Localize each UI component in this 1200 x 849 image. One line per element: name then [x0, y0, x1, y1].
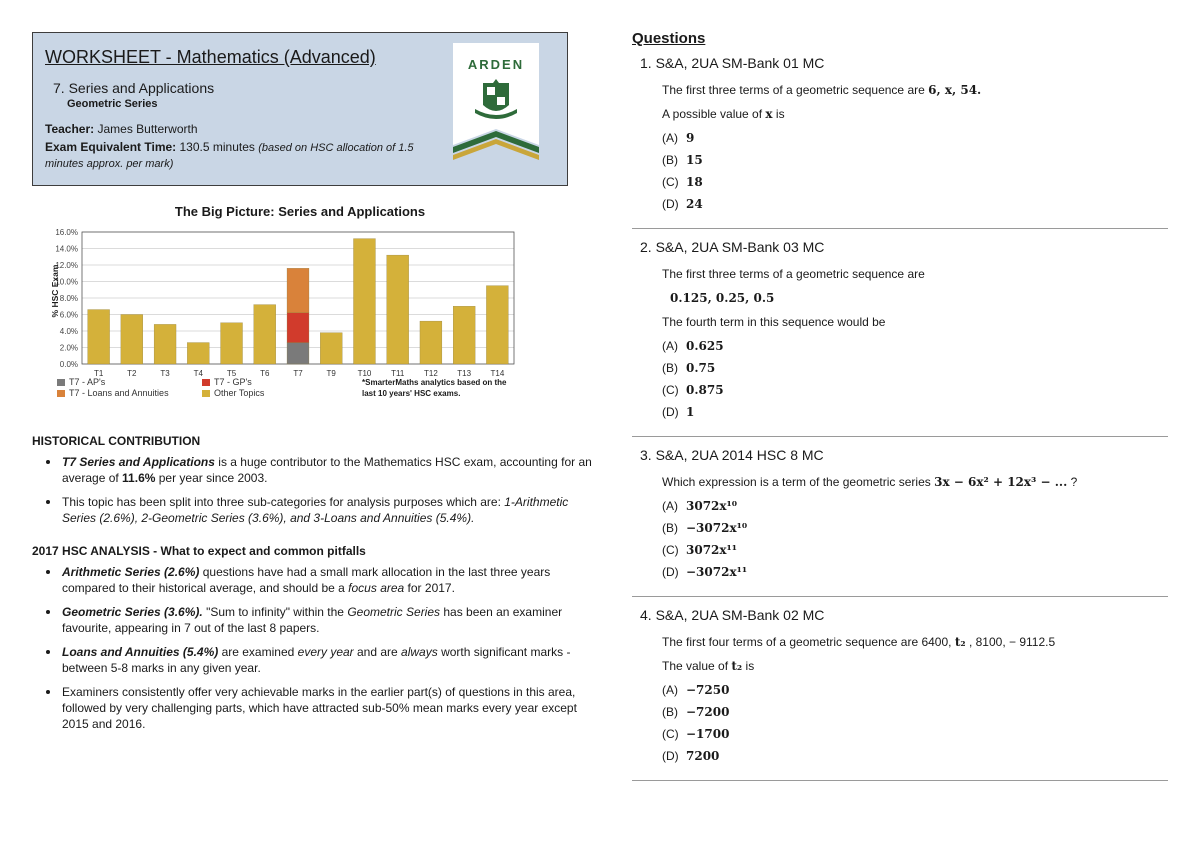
- option-value: 0.875: [686, 383, 724, 397]
- x-tick-label: T9: [326, 369, 336, 378]
- italic-text: always: [401, 645, 438, 659]
- option-value: −3072x¹¹: [686, 565, 748, 579]
- question-text: [662, 107, 1168, 122]
- text: has been an examiner favourite, appearing in 7 out of the last 8 papers.: [62, 605, 563, 635]
- answer-option: [662, 705, 1168, 719]
- question-text: [662, 635, 1168, 650]
- option-label: (D): [662, 405, 679, 419]
- option-label: (C): [662, 727, 679, 741]
- question-4: [632, 607, 1168, 781]
- emphasis-text: Loans and Annuities (5.4%): [62, 645, 219, 659]
- legend-label: T7 - AP's: [69, 377, 106, 387]
- x-tick-label: T10: [357, 369, 372, 378]
- legend-swatch: [57, 379, 65, 386]
- legend-item: [202, 388, 264, 398]
- text: for 2017.: [404, 581, 455, 595]
- italic-text: focus area: [348, 581, 405, 595]
- x-tick-label: T12: [424, 369, 438, 378]
- emphasis-text: Arithmetic Series (2.6%): [62, 565, 200, 579]
- answer-option: [662, 683, 1168, 697]
- option-value: 18: [686, 175, 703, 189]
- bar-T1: [88, 310, 110, 364]
- option-value: 7200: [686, 749, 720, 763]
- answer-option: [662, 499, 1168, 513]
- text: worth significant marks - between 5-8 marks in any given year.: [62, 645, 571, 675]
- answer-option: [662, 197, 1168, 211]
- x-tick-label: T6: [260, 369, 270, 378]
- option-label: (D): [662, 749, 679, 763]
- text: A possible value of: [662, 107, 766, 121]
- exam-time-label: Exam Equivalent Time:: [45, 140, 177, 154]
- bar-T14: [486, 286, 508, 364]
- x-tick-label: T5: [226, 369, 237, 378]
- exam-time-line: [45, 140, 445, 172]
- text: "Sum to infinity" within the: [202, 605, 348, 619]
- text: The first three terms of a geometric sequence are: [662, 83, 929, 97]
- x-tick-label: T7: [293, 369, 303, 378]
- emphasis-text: T7 Series and Applications: [62, 455, 215, 469]
- bar-T7: [287, 268, 309, 313]
- legend-item: [57, 377, 105, 387]
- bar-T7: [287, 313, 309, 343]
- text: is: [742, 659, 755, 673]
- math-expression: x: [765, 107, 773, 121]
- answer-option: [662, 361, 1168, 375]
- x-tick-label: T1: [93, 369, 104, 378]
- bar-T7: [287, 343, 309, 364]
- big-picture-chart: [32, 202, 568, 416]
- answer-option: [662, 405, 1168, 419]
- list-item: [54, 494, 592, 526]
- list-item: [54, 454, 592, 486]
- option-label: (A): [662, 499, 678, 513]
- left-column: [32, 32, 592, 740]
- list-item: [54, 564, 592, 596]
- answer-option: [662, 565, 1168, 579]
- teacher-label: Teacher:: [45, 122, 95, 136]
- unit-title: 7. Series and Applications: [53, 80, 215, 96]
- option-label: (B): [662, 705, 678, 719]
- option-label: (A): [662, 131, 678, 145]
- x-tick-label: T13: [457, 369, 472, 378]
- text: per year since 2003.: [155, 471, 268, 485]
- text: ?: [1067, 475, 1078, 489]
- answer-option: [662, 175, 1168, 189]
- legend-swatch: [57, 390, 65, 397]
- math-expression: 6, x, 54.: [928, 83, 982, 97]
- bar-T11: [387, 255, 409, 364]
- text: and are: [353, 645, 402, 659]
- math-expression: t₂: [954, 635, 966, 649]
- x-tick-label: T14: [490, 369, 505, 378]
- question-title: 4. S&A, 2UA SM-Bank 02 MC: [640, 607, 825, 623]
- text: are examined: [218, 645, 298, 659]
- y-tick-label: 8.0%: [59, 294, 78, 303]
- list-item: [54, 684, 592, 732]
- y-tick-label: 14.0%: [55, 244, 78, 254]
- question-text: The first three terms of a geometric sequence are: [662, 267, 925, 281]
- text: questions have had a small mark allocation in the last three years compared to their historical average, and should be a: [62, 565, 551, 595]
- option-label: (C): [662, 383, 679, 397]
- exam-time-value: 130.5 minutes: [176, 140, 259, 154]
- text: Which expression is a term of the geometric series: [662, 475, 935, 489]
- bar-T9: [320, 333, 342, 364]
- chart-title: The Big Picture: Series and Applications: [174, 204, 426, 219]
- y-tick-label: 4.0%: [59, 327, 78, 336]
- question-2: [632, 239, 1168, 437]
- legend-item: [202, 377, 252, 387]
- answer-option: [662, 153, 1168, 167]
- list-item: [54, 604, 592, 636]
- legend-swatch: [202, 379, 210, 386]
- emphasis-text: Geometric Series (3.6%).: [62, 605, 203, 619]
- option-label: (A): [662, 339, 678, 353]
- answer-option: [662, 521, 1168, 535]
- text: The first four terms of a geometric sequence are 6400,: [662, 635, 955, 649]
- question-text: [670, 291, 1168, 306]
- questions-column: [632, 30, 1168, 791]
- x-tick-label: T3: [160, 369, 170, 378]
- y-tick-label: 10.0%: [55, 277, 78, 287]
- text: is: [772, 107, 785, 121]
- questions-heading: Questions: [632, 30, 706, 47]
- text: This topic has been split into three sub-categories for analysis purposes which are:: [62, 495, 505, 509]
- question-1: [632, 55, 1168, 229]
- y-tick-label: 2.0%: [59, 343, 78, 353]
- arden-logo: [453, 43, 539, 161]
- question-3: [632, 447, 1168, 597]
- bar-T6: [254, 305, 276, 364]
- option-label: (D): [662, 197, 679, 211]
- question-title: 2. S&A, 2UA SM-Bank 03 MC: [640, 239, 825, 255]
- question-text: [662, 83, 1168, 98]
- option-label: (C): [662, 543, 679, 557]
- legend-label: T7 - GP's: [214, 377, 252, 387]
- option-label: (B): [662, 521, 678, 535]
- y-tick-label: 6.0%: [59, 310, 78, 320]
- answer-option: [662, 727, 1168, 741]
- answer-option: [662, 131, 1168, 145]
- x-tick-label: T2: [127, 369, 137, 378]
- option-value: 0.625: [686, 339, 724, 353]
- answer-option: [662, 543, 1168, 557]
- unit-subtitle: Geometric Series: [67, 98, 158, 110]
- option-value: 24: [686, 197, 703, 211]
- bar-T10: [353, 239, 375, 364]
- option-value: −1700: [686, 727, 730, 741]
- question-title: 1. S&A, 2UA SM-Bank 01 MC: [640, 55, 825, 71]
- option-value: 3072x¹¹: [686, 543, 738, 557]
- bar-T12: [420, 321, 442, 364]
- x-tick-label: T4: [193, 369, 203, 378]
- option-label: (A): [662, 683, 678, 697]
- math-expression: t₂: [731, 659, 743, 673]
- option-label: (D): [662, 565, 679, 579]
- math-expression: 0.125, 0.25, 0.5: [670, 291, 775, 305]
- question-text: [662, 659, 1168, 674]
- math-expression: 3x − 6x² + 12x³ − ...: [934, 475, 1068, 489]
- option-value: −7200: [686, 705, 730, 719]
- italic-text: 1-Arithmetic Series (2.6%), 2-Geometric Series (3.6%), and 3-Loans and Annuities (5.4%).: [62, 495, 569, 525]
- analysis-list: [32, 564, 592, 732]
- bar-T2: [121, 315, 143, 365]
- bar-T13: [453, 306, 475, 364]
- analysis-heading: 2017 HSC ANALYSIS - What to expect and common pitfalls: [32, 544, 366, 558]
- option-value: 9: [686, 131, 695, 145]
- question-text: The fourth term in this sequence would be: [662, 315, 886, 329]
- text: The value of: [662, 659, 732, 673]
- worksheet-header: [32, 32, 568, 186]
- y-tick-label: 16.0%: [55, 228, 78, 237]
- y-tick-label: 12.0%: [55, 261, 78, 270]
- chart-ylabel: % HSC Exam: [50, 264, 60, 318]
- logo-text: ARDEN: [467, 57, 525, 72]
- answer-option: [662, 383, 1168, 397]
- exam-time-note: (based on HSC allocation of 1.5 minutes approx. per mark): [45, 142, 414, 170]
- option-value: −3072x¹⁰: [686, 521, 748, 535]
- option-label: (B): [662, 153, 678, 167]
- answer-option: [662, 749, 1168, 763]
- historical-heading: HISTORICAL CONTRIBUTION: [32, 434, 201, 448]
- chart-note: *SmarterMaths analytics based on the last 10 years' HSC exams.: [362, 378, 507, 398]
- answer-option: [662, 339, 1168, 353]
- historical-list: [32, 454, 592, 526]
- option-value: 15: [686, 153, 703, 167]
- italic-text: Geometric Series: [347, 605, 441, 619]
- text: is a huge contributor to the Mathematics HSC exam, accounting for an average of: [62, 455, 592, 485]
- option-label: (C): [662, 175, 679, 189]
- bar-T4: [187, 343, 209, 364]
- question-text: [662, 475, 1168, 490]
- legend-swatch: [202, 390, 210, 397]
- teacher-name: James Butterworth: [94, 122, 198, 136]
- x-tick-label: T11: [391, 369, 405, 378]
- legend-label: T7 - Loans and Annuities: [69, 388, 169, 398]
- italic-text: every year: [297, 645, 354, 659]
- legend-item: [57, 388, 169, 398]
- option-value: 1: [686, 405, 695, 419]
- option-value: 3072x¹⁰: [686, 499, 738, 513]
- text: Examiners consistently offer very achievable marks in the earlier part(s) of questions in this area, followed by very challenging parts, which have attracted sub-50% mean marks every year except 2015 and 2016.: [62, 685, 577, 731]
- list-item: [54, 644, 592, 676]
- bold-text: 11.6%: [122, 471, 156, 485]
- option-label: (B): [662, 361, 678, 375]
- y-tick-label: 0.0%: [59, 360, 78, 369]
- option-value: −7250: [686, 683, 730, 697]
- worksheet-title: WORKSHEET - Mathematics (Advanced): [45, 47, 376, 67]
- bar-T3: [154, 324, 176, 364]
- question-title: 3. S&A, 2UA 2014 HSC 8 MC: [640, 447, 824, 463]
- legend-label: Other Topics: [214, 388, 265, 398]
- option-value: 0.75: [686, 361, 716, 375]
- bar-T5: [221, 323, 243, 364]
- text: , 8100, − 9112.5: [965, 635, 1056, 649]
